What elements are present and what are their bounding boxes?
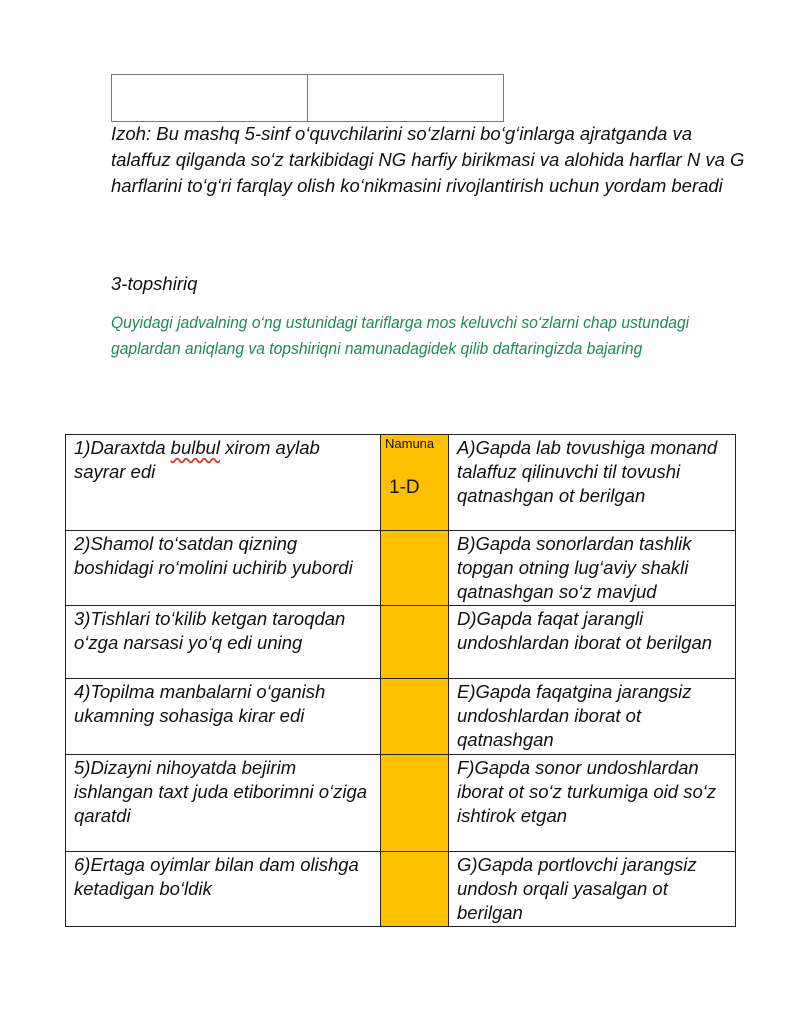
table-row	[66, 606, 736, 679]
empty-cell-right	[308, 75, 504, 122]
table-row	[66, 679, 736, 755]
table-row	[66, 531, 736, 606]
task-instruction: Quyidagi jadvalning o‘ng ustunidagi tariflarga mos keluvchi so‘zlarni chap ustundagi gaplardan aniqlang va topshiriqni namunadagidek qilib daftaringizda bajaring	[111, 313, 690, 358]
sample-label: Namuna	[385, 436, 435, 451]
description-cell: A)Gapda lab tovushiga monand talaffuz qilinuvchi til tovushi qatnashgan ot berilgan	[449, 435, 736, 531]
empty-cell-left	[112, 75, 308, 122]
sentence-cell: 4)Topilma manbalarni o‘ganish ukamning sohasiga kirar edi	[66, 679, 381, 755]
description-cell: B)Gapda sonorlardan tashlik topgan otning lug‘aviy shakli qatnashgan so‘z mavjud	[449, 531, 736, 606]
answer-cell	[381, 679, 449, 755]
matching-table	[65, 434, 736, 927]
note-paragraph: Izoh: Bu mashq 5-sinf o‘quvchilarini so‘zlarni bo‘g‘inlarga ajratganda va talaffuz qilganda so‘z tarkibidagi NG harfiy birikmasi va alohida harflar N va G harflarini to‘g‘ri farqlay olish ko‘nikmasini rivojlantirish uchun yordam beradi	[111, 123, 745, 196]
sentence-text: xirom aylab sayrar edi	[74, 437, 320, 482]
table-row	[66, 852, 736, 927]
description-cell: G)Gapda portlovchi jarangsiz undosh orqali yasalgan ot berilgan	[449, 852, 736, 927]
sentence-cell: 5)Dizayni nihoyatda bejirim ishlangan taxt juda etiborimni o‘ziga qaratdi	[66, 755, 381, 852]
answer-cell	[381, 755, 449, 852]
answer-cell	[381, 852, 449, 927]
empty-header-table	[111, 74, 504, 122]
sample-answer: 1-D	[389, 477, 420, 498]
description-cell: D)Gapda faqat jarangli undoshlardan iborat ot berilgan	[449, 606, 736, 679]
task-title: 3-topshiriq	[111, 273, 198, 294]
description-cell: F)Gapda sonor undoshlardan iborat ot so‘z turkumiga oid so‘z ishtirok etgan	[449, 755, 736, 852]
spellcheck-word: bulbul	[170, 437, 221, 458]
answer-cell	[381, 531, 449, 606]
answer-cell	[381, 606, 449, 679]
sentence-text: 1)Daraxtda	[74, 437, 171, 458]
answer-cell	[381, 435, 449, 531]
description-cell: E)Gapda faqatgina jarangsiz undoshlardan iborat ot qatnashgan	[449, 679, 736, 755]
sentence-cell: 3)Tishlari to‘kilib ketgan taroqdan o‘zga narsasi yo‘q edi uning	[66, 606, 381, 679]
sentence-cell: 2)Shamol to‘satdan qizning boshidagi ro‘molini uchirib yubordi	[66, 531, 381, 606]
table-row	[66, 755, 736, 852]
table-row	[66, 435, 736, 531]
sentence-cell	[66, 435, 381, 531]
sentence-cell: 6)Ertaga oyimlar bilan dam olishga ketadigan bo‘ldik	[66, 852, 381, 927]
